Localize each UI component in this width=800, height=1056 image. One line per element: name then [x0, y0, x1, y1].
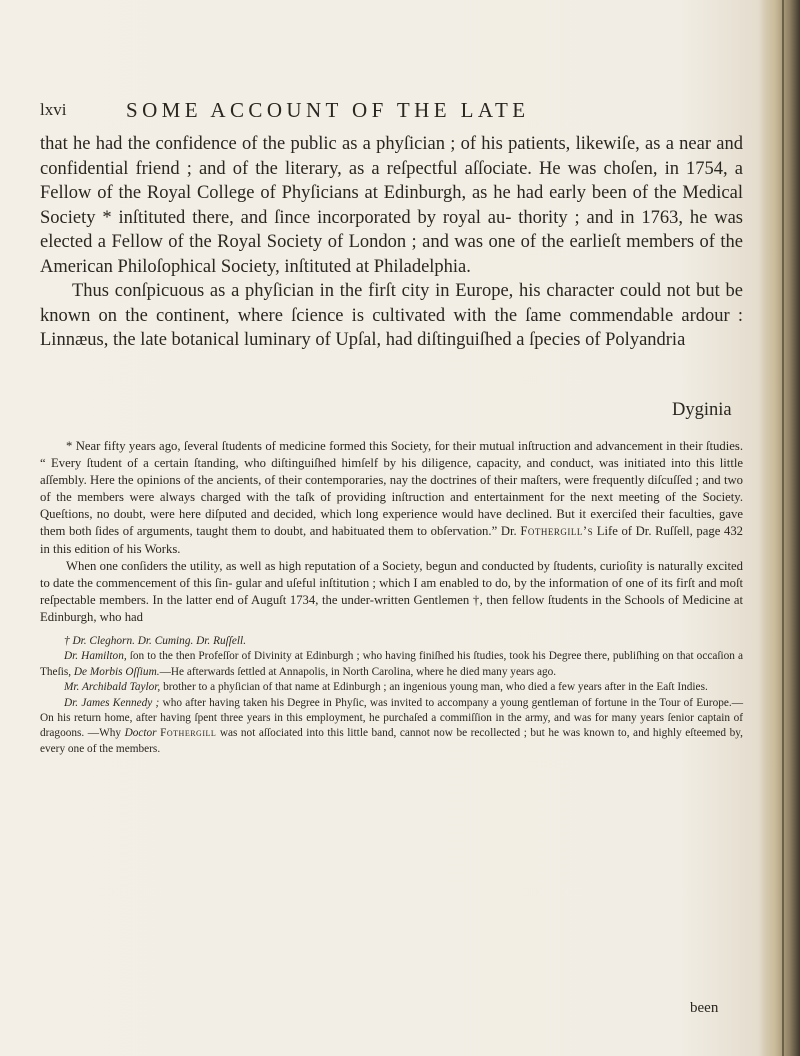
footnote-star-paragraph-2: When one conſiders the utility, as well as high reputation of a Society, begun and conducted by ſtudents, curioſity is naturally excited to date the commencement of this ſin- gular and uſeful inſtitution ; which I am enabled to do, by the information of one of its firſt and moſt reſpectable members. In the latter end of Auguſt 1734, the under-written Gentlemen †, then fellow ſtudents in the Schools of Medicine at Edinburgh, who had	[40, 558, 743, 624]
footnotes	[40, 438, 743, 757]
hamilton-text: ſon to the then Profeſſor of Divinity at Edinburgh ; who having finiſhed his ſtudies, took his Degree there, publiſhing on that occaſion a Theſis,	[40, 650, 743, 678]
page-edge-shadow	[758, 0, 800, 1056]
hamilton-text-2: —He afterwards ſettled at Annapolis, in North Carolina, where he died many years ago.	[159, 665, 557, 678]
page-number: lxvi	[40, 100, 67, 119]
running-header	[40, 100, 740, 124]
catchword-main: Dyginia	[672, 400, 732, 420]
footnote-hamilton	[40, 649, 743, 680]
paragraph-1: that he had the confidence of the public as a phyſician ; of his patients, likewiſe, as a near and confidential friend ; and of the literary, as a reſpectful aſſociate. He was choſen, in 1754, a Fellow of the Royal College of Phyſicians at Edinburgh, as he had early been of the Medical Society * inſtituted there, and ſince incorporated by royal au- thority ; and in 1763, he was elected a Fellow of the Royal Society of London ; and was one of the earlieſt members of the American Philoſophical Society, inſtituted at Philadelphia.	[40, 134, 743, 277]
doctor-word: Doctor	[124, 727, 157, 740]
running-title: SOME ACCOUNT OF THE LATE	[126, 98, 530, 122]
catchword-bottom: been	[690, 1000, 719, 1016]
paragraph-2: Thus conſpicuous as a phyſician in the firſt city in Europe, his character could not but be known on the continent, where ſcience is cultivated with the ſame commendable ardour : Linnæus, the late botanical luminary of Upſal, had diſtinguiſhed a ſpecies of Polyandria	[40, 281, 743, 350]
footnote-star-text-a: * Near fifty years ago, ſeveral ſtudents of medicine formed this Society, for their mutual inſtruction and advancement in their ſtudies. “ Every ſtudent of a certain ſtanding, who diſtinguiſhed himſelf by his diligence, capacity, and conduct, was initiated into this little aſſembly. Here the opinions of the ancients, of their contemporaries, nay the doctrines of their maſters, were frequently diſcuſſed ; and two of the members were always charged with the taſk of providing inſtruction and entertainment for the next meeting of the Society. Queſtions, no doubt, were here diſputed and decided, which long experience would have declined. But it exerciſed their faculties, gave them both ſides of arguments, taught them to doubt, and habituated them to obſervation.” Dr.	[40, 439, 743, 539]
hamilton-name: Dr. Hamilton,	[64, 650, 127, 663]
kennedy-name: Dr. James Kennedy ;	[64, 696, 160, 709]
footnote-star-text-b: Life of Dr. Ruſſell, page 432 in this edition of his Works.	[40, 524, 744, 556]
footnote-taylor	[40, 680, 743, 695]
footnote-author: Fothergill’s	[520, 524, 594, 539]
taylor-text: brother to a phyſician of that name at Edinburgh ; an ingenious young man, who died a few years after in the Eaſt Indies.	[163, 681, 708, 694]
taylor-name: Mr. Archibald Taylor,	[64, 681, 161, 694]
footnote-dagger-names: † Dr. Cleghorn. Dr. Cuming. Dr. Ruſſell.	[64, 635, 247, 648]
footnote-kennedy	[40, 696, 743, 758]
hamilton-thesis: De Morbis Oſſium.	[73, 665, 160, 678]
fothergill-name: Fothergill	[160, 727, 217, 740]
main-text	[40, 132, 743, 353]
footnote-dagger	[40, 634, 743, 757]
page-edge-line	[782, 0, 784, 1056]
kennedy-text-2: was not aſſociated into this little band, cannot now be recollected ; but he was known to, and highly eſteemed by, every one of the members.	[40, 727, 743, 755]
kennedy-text: who after having taken his Degree in Phyſic, was invited to accompany a young gentleman of fortune in the Tour of Europe.—On his return home, after having ſpent three years in this employment, he purchaſed a commiſſion in the army, and was for many years ſenior captain of dragoons. —Why	[40, 696, 744, 740]
footnote-star-paragraph-1	[40, 438, 743, 558]
